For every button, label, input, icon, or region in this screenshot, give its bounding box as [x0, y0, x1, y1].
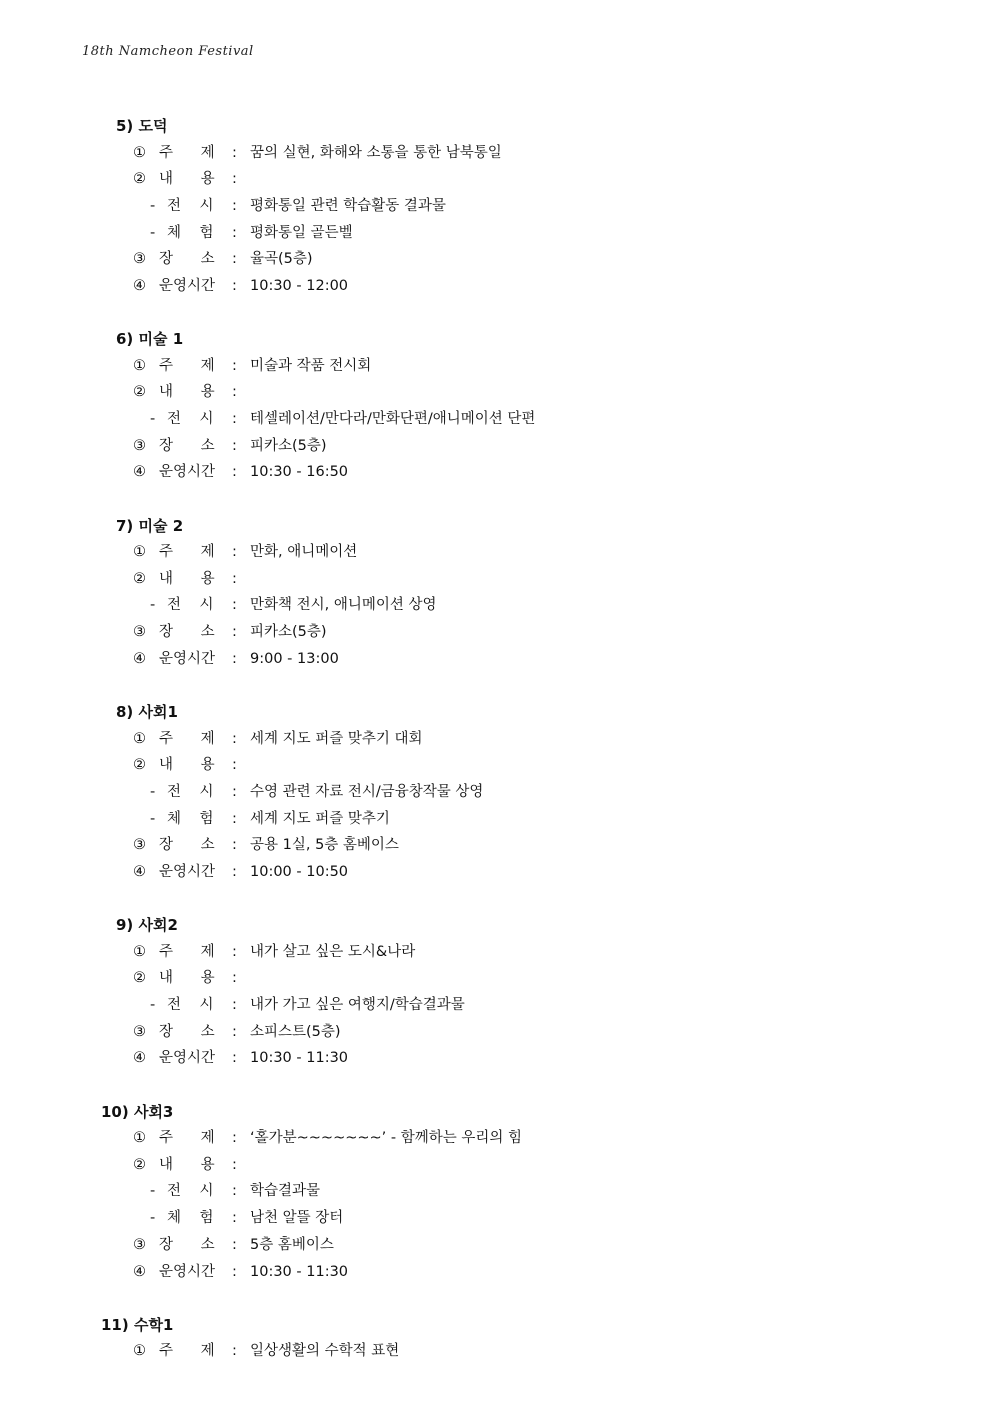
detail-row	[0, 1125, 992, 1152]
detail-row	[0, 539, 992, 566]
colon-separator: :	[232, 1263, 237, 1280]
sub-item-label: 전 시	[167, 597, 214, 614]
item-label: 주 제	[159, 1343, 215, 1360]
colon-separator: :	[232, 1236, 237, 1253]
dash-marker: -	[150, 1210, 156, 1227]
item-number-marker: ①	[133, 544, 146, 561]
item-label: 장 소	[159, 837, 215, 854]
section-title	[0, 1099, 992, 1126]
detail-row	[0, 832, 992, 859]
sub-item-label: 체 험	[167, 810, 214, 827]
item-label: 내 용	[159, 570, 215, 587]
sub-detail-row	[0, 592, 992, 619]
section-name: 수학1	[128, 1315, 174, 1334]
detail-row	[0, 1259, 992, 1286]
item-value: 학습결과물	[250, 1183, 321, 1200]
item-number-marker: ②	[133, 171, 146, 188]
item-label: 주 제	[159, 544, 215, 561]
sub-item-label: 체 험	[167, 224, 214, 241]
colon-separator: :	[232, 1050, 237, 1067]
colon-separator: :	[232, 624, 237, 641]
item-value: 일상생활의 수학적 표현	[250, 1343, 400, 1360]
section-name: 사회2	[133, 916, 178, 935]
item-number-marker: ④	[133, 1050, 146, 1067]
colon-separator: :	[232, 171, 237, 188]
detail-row	[0, 246, 992, 273]
section-name: 미술 2	[133, 516, 184, 535]
detail-row	[0, 646, 992, 673]
sub-detail-row	[0, 806, 992, 833]
colon-separator: :	[232, 224, 237, 241]
detail-row	[0, 965, 992, 992]
colon-separator: :	[232, 357, 237, 374]
item-label: 내 용	[159, 1156, 215, 1173]
program-section	[0, 699, 992, 886]
item-label: 운영시간	[159, 1050, 216, 1067]
colon-separator: :	[232, 1343, 237, 1360]
sub-detail-row	[0, 992, 992, 1019]
item-value: 테셀레이션/만다라/만화단편/애니메이션 단편	[250, 411, 536, 427]
item-label: 내 용	[159, 384, 215, 401]
section-number: 7)	[116, 516, 134, 535]
section-number: 11)	[101, 1315, 129, 1334]
item-number-marker: ③	[133, 1236, 146, 1253]
item-label: 내 용	[159, 970, 215, 987]
colon-separator: :	[232, 837, 237, 854]
colon-separator: :	[232, 144, 237, 161]
detail-row	[0, 859, 992, 886]
item-label: 내 용	[159, 757, 215, 774]
item-label: 운영시간	[159, 1263, 216, 1280]
item-value: 소피스트(5층)	[250, 1023, 341, 1040]
item-label: 주 제	[159, 730, 215, 747]
item-number-marker: ②	[133, 757, 146, 774]
colon-separator: :	[232, 730, 237, 747]
item-label: 주 제	[159, 1130, 215, 1147]
item-value: 내가 살고 싶은 도시&나라	[250, 943, 416, 960]
item-value: 10:00 - 10:50	[250, 863, 349, 880]
program-section	[0, 513, 992, 673]
colon-separator: :	[232, 757, 237, 774]
sub-detail-row	[0, 220, 992, 247]
colon-separator: :	[232, 464, 237, 481]
detail-row	[0, 166, 992, 193]
sub-detail-row	[0, 1178, 992, 1205]
item-value: 10:30 - 11:30	[250, 1263, 349, 1280]
detail-row	[0, 459, 992, 486]
item-label: 내 용	[159, 171, 215, 188]
section-number: 6)	[116, 330, 134, 349]
item-number-marker: ④	[133, 650, 146, 667]
item-label: 운영시간	[159, 277, 216, 294]
item-value: 수영 관련 자료 전시/금융창작물 상영	[250, 783, 484, 800]
sub-item-label: 전 시	[167, 1183, 214, 1200]
colon-separator: :	[232, 970, 237, 987]
dash-marker: -	[150, 1183, 156, 1200]
sub-item-label: 전 시	[167, 411, 214, 427]
program-section	[0, 912, 992, 1072]
item-value: 10:30 - 11:30	[250, 1050, 349, 1067]
item-label: 장 소	[159, 1236, 215, 1253]
item-label: 장 소	[159, 624, 215, 641]
item-value: 율곡(5층)	[250, 251, 313, 268]
detail-row	[0, 619, 992, 646]
sub-detail-row	[0, 406, 992, 433]
item-number-marker: ④	[133, 863, 146, 880]
dash-marker: -	[150, 411, 156, 427]
detail-row	[0, 273, 992, 300]
colon-separator: :	[232, 437, 237, 454]
item-number-marker: ④	[133, 277, 146, 294]
item-value: 남천 알뜰 장터	[250, 1210, 344, 1227]
colon-separator: :	[232, 544, 237, 561]
item-label: 주 제	[159, 144, 215, 161]
item-number-marker: ②	[133, 970, 146, 987]
program-section	[0, 326, 992, 486]
item-value: ‘홀가분~~~~~~~’ - 함께하는 우리의 힘	[250, 1130, 523, 1147]
detail-row	[0, 140, 992, 167]
sub-item-label: 전 시	[167, 997, 214, 1013]
dash-marker: -	[150, 597, 156, 614]
program-section	[0, 1099, 992, 1286]
section-number: 9)	[116, 916, 134, 935]
detail-row	[0, 1045, 992, 1072]
item-label: 장 소	[159, 437, 215, 454]
colon-separator: :	[232, 1023, 237, 1040]
item-value: 평화통일 골든벨	[250, 224, 353, 241]
item-value: 미술과 작품 전시회	[250, 357, 372, 374]
section-name: 사회3	[128, 1102, 174, 1121]
colon-separator: :	[232, 943, 237, 960]
colon-separator: :	[232, 650, 237, 667]
item-value: 공용 1실, 5층 홈베이스	[250, 837, 399, 854]
detail-row	[0, 726, 992, 753]
item-number-marker: ②	[133, 384, 146, 401]
detail-row	[0, 353, 992, 380]
program-section	[0, 1312, 992, 1365]
section-title	[0, 699, 992, 726]
colon-separator: :	[232, 411, 237, 427]
item-number-marker: ④	[133, 464, 146, 481]
sub-detail-row	[0, 1205, 992, 1232]
item-value: 9:00 - 13:00	[250, 650, 339, 667]
item-value: 10:30 - 12:00	[250, 277, 349, 294]
detail-row	[0, 1019, 992, 1046]
item-value: 10:30 - 16:50	[250, 464, 349, 481]
running-header: 18th Namcheon Festival	[82, 44, 254, 59]
item-number-marker: ③	[133, 251, 146, 268]
section-number: 8)	[116, 703, 134, 721]
item-label: 운영시간	[159, 464, 216, 481]
detail-row	[0, 1338, 992, 1365]
colon-separator: :	[232, 863, 237, 880]
item-value: 5층 홈베이스	[250, 1236, 334, 1253]
detail-row	[0, 1232, 992, 1259]
colon-separator: :	[232, 570, 237, 587]
item-value: 피카소(5층)	[250, 624, 327, 641]
detail-row	[0, 1152, 992, 1179]
section-title	[0, 912, 992, 939]
dash-marker: -	[150, 783, 156, 800]
item-label: 운영시간	[159, 863, 216, 880]
item-value: 만화책 전시, 애니메이션 상영	[250, 597, 437, 614]
item-number-marker: ③	[133, 837, 146, 854]
detail-row	[0, 379, 992, 406]
section-title	[0, 326, 992, 353]
colon-separator: :	[232, 277, 237, 294]
item-label: 주 제	[159, 943, 215, 960]
item-number-marker: ①	[133, 144, 146, 161]
dash-marker: -	[150, 197, 156, 214]
section-name: 미술 1	[133, 330, 184, 349]
item-number-marker: ①	[133, 357, 146, 374]
sub-detail-row	[0, 193, 992, 220]
item-number-marker: ④	[133, 1263, 146, 1280]
item-label: 장 소	[159, 251, 215, 268]
colon-separator: :	[232, 783, 237, 800]
sub-detail-row	[0, 779, 992, 806]
section-number: 5)	[116, 117, 134, 135]
item-number-marker: ①	[133, 943, 146, 960]
item-number-marker: ①	[133, 1130, 146, 1147]
item-label: 운영시간	[159, 650, 216, 667]
item-value: 세계 지도 퍼즐 맞추기 대회	[250, 730, 423, 747]
colon-separator: :	[232, 1183, 237, 1200]
item-number-marker: ①	[133, 1343, 146, 1360]
sub-item-label: 전 시	[167, 783, 214, 800]
section-title	[0, 1312, 992, 1339]
colon-separator: :	[232, 197, 237, 214]
program-section	[0, 113, 992, 300]
colon-separator: :	[232, 1210, 237, 1227]
sub-item-label: 전 시	[167, 197, 214, 214]
item-number-marker: ②	[133, 570, 146, 587]
detail-row	[0, 433, 992, 460]
colon-separator: :	[232, 251, 237, 268]
colon-separator: :	[232, 810, 237, 827]
item-value: 평화통일 관련 학습활동 결과물	[250, 197, 446, 214]
section-title	[0, 113, 992, 140]
section-name: 사회1	[133, 703, 178, 721]
item-label: 장 소	[159, 1023, 215, 1040]
item-value: 내가 가고 싶은 여행지/학습결과물	[250, 997, 465, 1013]
colon-separator: :	[232, 384, 237, 401]
program-sections	[0, 113, 992, 1391]
item-value: 세계 지도 퍼즐 맞추기	[250, 810, 390, 827]
colon-separator: :	[232, 1130, 237, 1147]
colon-separator: :	[232, 997, 237, 1013]
section-number: 10)	[101, 1102, 129, 1121]
item-label: 주 제	[159, 357, 215, 374]
colon-separator: :	[232, 1156, 237, 1173]
item-value: 피카소(5층)	[250, 437, 327, 454]
section-name: 도덕	[133, 117, 168, 135]
colon-separator: :	[232, 597, 237, 614]
section-title	[0, 513, 992, 540]
item-number-marker: ③	[133, 624, 146, 641]
item-value: 만화, 애니메이션	[250, 544, 358, 561]
detail-row	[0, 566, 992, 593]
dash-marker: -	[150, 224, 156, 241]
item-number-marker: ②	[133, 1156, 146, 1173]
item-number-marker: ①	[133, 730, 146, 747]
item-number-marker: ③	[133, 1023, 146, 1040]
item-value: 꿈의 실현, 화해와 소통을 통한 남북통일	[250, 144, 502, 161]
detail-row	[0, 939, 992, 966]
item-number-marker: ③	[133, 437, 146, 454]
sub-item-label: 체 험	[167, 1210, 214, 1227]
dash-marker: -	[150, 997, 156, 1013]
dash-marker: -	[150, 810, 156, 827]
detail-row	[0, 752, 992, 779]
